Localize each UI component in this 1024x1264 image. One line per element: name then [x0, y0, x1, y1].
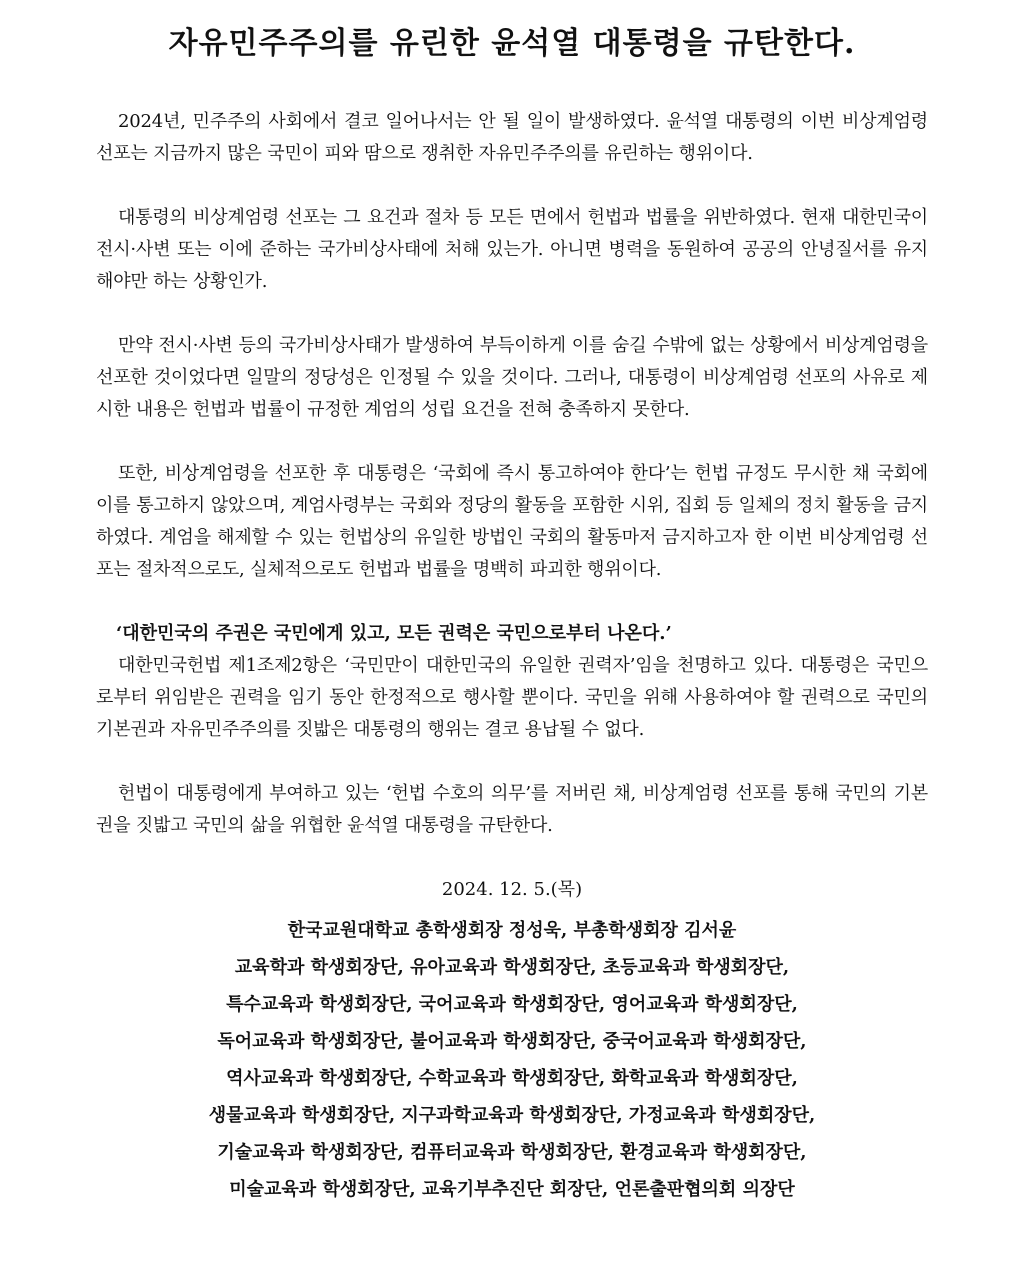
signatories-block — [96, 912, 928, 1208]
statement-date: 2024. 12. 5.(목) — [441, 879, 583, 900]
closing-paragraph: 헌법이 대통령에게 부여하고 있는 ‘헌법 수호의 의무’를 저버린 채, 비상계엄령 선포를 통해 국민의 기본권을 짓밟고 국민의 삶을 위협한 윤석열 대통령을 규탄한다. — [96, 783, 928, 836]
signatory-line: 생물교육과 학생회장단, 지구과학교육과 학생회장단, 가정교육과 학생회장단, — [208, 1105, 816, 1126]
signatory-line: 교육학과 학생회장단, 유아교육과 학생회장단, 초등교육과 학생회장단, — [234, 957, 790, 978]
paragraph-5: 대한민국헌법 제1조제2항은 ‘국민만이 대한민국의 유일한 권력자’임을 천명하고 있다. 대통령은 국민으로부터 위임받은 권력을 임기 동안 한정적으로 행사할 뿐이다. 국민을 위해 사용하여야 할 권력으로 국민의 기본권과 자유민주주의를 짓밟은 대통령의 행위는 결코 용납될 수 없다. — [96, 655, 928, 740]
signatory-line: 특수교육과 학생회장단, 국어교육과 학생회장단, 영어교육과 학생회장단, — [226, 994, 798, 1015]
document-title: 자유민주주의를 유린한 윤석열 대통령을 규탄한다. — [168, 26, 856, 61]
signatory-line: 기술교육과 학생회장단, 컴퓨터교육과 학생회장단, 환경교육과 학생회장단, — [217, 1142, 807, 1163]
signatory-line: 독어교육과 학생회장단, 불어교육과 학생회장단, 중국어교육과 학생회장단, — [217, 1031, 807, 1052]
paragraph-4: 또한, 비상계엄령을 선포한 후 대통령은 ‘국회에 즉시 통고하여야 한다’는 헌법 규정도 무시한 채 국회에 이를 통고하지 않았으며, 계엄사령부는 국회와 정당의 활동을 포함한 시위, 집회 등 일체의 정치 활동을 금지하였다. 계엄을 해제할 수 있는 헌법상의 유일한 방법인 국회의 활동마저 금지하고자 한 이번 비상계엄령 선포는 절차적으로도, 실체적으로도 헌법과 법률을 명백히 파괴한 행위이다. — [96, 463, 928, 580]
signatory-line: 미술교육과 학생회장단, 교육기부추진단 회장단, 언론출판협의회 의장단 — [229, 1179, 795, 1200]
paragraph-3: 만약 전시·사변 등의 국가비상사태가 발생하여 부득이하게 이를 숨길 수밖에 없는 상황에서 비상계엄령을 선포한 것이었다면 일말의 정당성은 인정될 수 있을 것이다. 그러나, 대통령이 비상계엄령 선포의 사유로 제시한 내용은 헌법과 법률이 규정한 계엄의 성립 요건을 전혀 충족하지 못한다. — [96, 335, 928, 420]
paragraph-1: 2024년, 민주주의 사회에서 결코 일어나서는 안 될 일이 발생하였다. 윤석열 대통령의 이번 비상계엄령 선포는 지금까지 많은 국민이 피와 땀으로 쟁취한 자유민주주의를 유린하는 행위이다. — [96, 111, 928, 164]
constitution-quote: ‘대한민국의 주권은 국민에게 있고, 모든 권력은 국민으로부터 나온다.’ — [116, 623, 672, 644]
signatory-line: 역사교육과 학생회장단, 수학교육과 학생회장단, 화학교육과 학생회장단, — [226, 1068, 798, 1089]
paragraph-2: 대통령의 비상계엄령 선포는 그 요건과 절차 등 모든 면에서 헌법과 법률을 위반하였다. 현재 대한민국이 전시·사변 또는 이에 준하는 국가비상사태에 처해 있는가. 아니면 병력을 동원하여 공공의 안녕질서를 유지해야만 하는 상황인가. — [96, 207, 928, 292]
signatory-line: 한국교원대학교 총학생회장 정성욱, 부총학생회장 김서윤 — [287, 920, 737, 941]
